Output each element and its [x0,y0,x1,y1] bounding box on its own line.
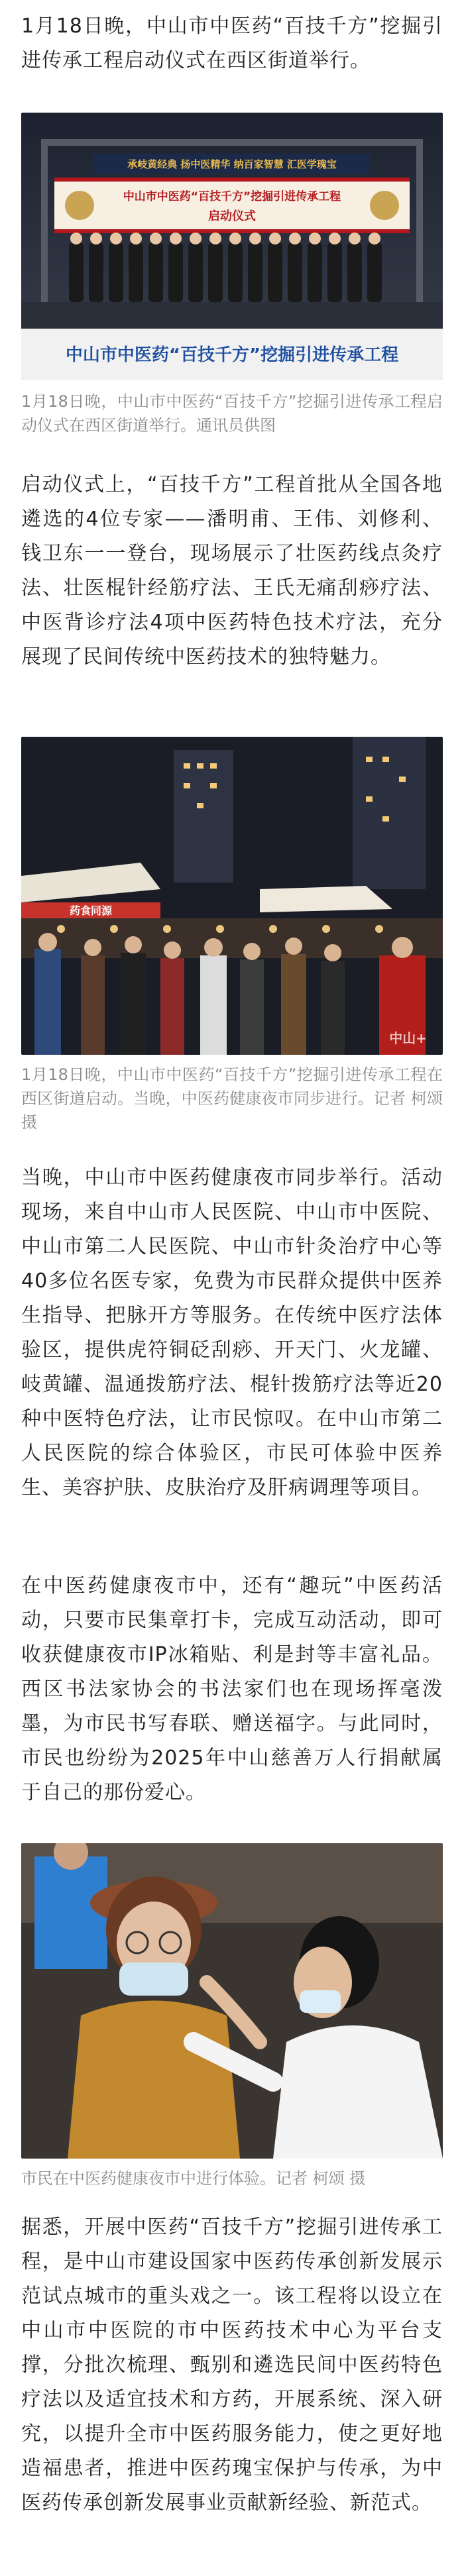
bottom-banner-text: 中山市中医药“百技千方”挖掘引进传承工程 [65,345,399,365]
stage-title-text: 中山市中医药“百技千方”挖掘引进传承工程 [123,190,341,203]
watermark-text: 中山+ [389,1030,427,1046]
paragraph-intro: 1月18日晚，中山市中医药“百技千方”挖掘引进传承工程启动仪式在西区街道举行。 [21,15,443,72]
caption-launch-ceremony: 1月18日晚，中山市中医药“百技千方”挖掘引进传承工程启动仪式在西区街道举行。通讯员供图 [21,392,443,435]
tent-sign-text: 药食同源 [69,904,113,917]
top-banner-text: 承岐黄经典 扬中医精华 纳百家智慧 汇医学瑰宝 [127,158,337,170]
photo-launch-ceremony [21,113,443,380]
caption-resident-experience: 市民在中医药健康夜市中进行体验。记者 柯颂 摄 [21,2169,366,2188]
paragraph-background: 据悉，开展中医药“百技千方”挖掘引进传承工程，是中山市建设国家中医药传承创新发展示范试点城市的重头戏之一。该工程将以设立在中山市中医院的市中医药技术中心为平台支撑，分批次梳理、甄别和遴选民间中医药特色疗法以及适宜技术和方药，开展系统、深入研究，以提升全市中医药服务能力，使之更好地造福患者，推进中医药瑰宝保护与传承，为中医药传承创新发展事业贡献新经验、新范式。 [21,2216,443,2514]
night-market-illustration [21,737,443,1055]
ceremony-illustration [21,113,443,380]
photo-night-market [21,737,443,1055]
stage-subtitle-text: 启动仪式 [208,209,256,223]
paragraph-experts: 启动仪式上，“百技千方”工程首批从全国各地遴选的4位专家——潘明甫、王伟、刘修利、钱卫东一一登台，现场展示了壮医药线点灸疗法、壮医棍针经筋疗法、王氏无痛刮痧疗法、中医背诊疗法4项中医药特色技术疗法，充分展现了民间传统中医药技术的独特魅力。 [21,473,443,669]
caption-night-market: 1月18日晚，中山市中医药“百技千方”挖掘引进传承工程在西区街道启动。当晚，中医药健康夜市同步进行。记者 柯颂 摄 [21,1065,443,1132]
paragraph-night-market: 当晚，中山市中医药健康夜市同步举行。活动现场，来自中山市人民医院、中山市中医院、中山市第二人民医院、中山市针灸治疗中心等40多位名医专家，免费为市民群众提供中医养生指导、把脉开方等服务。在传统中医疗法体验区，提供虎符铜砭刮痧、开天门、火龙罐、岐黄罐、温通拨筋疗法、棍针拨筋疗法等近20种中医特色疗法，让市民惊叹。在中山市第二人民医院的综合体验区，市民可体验中医养生、美容护肤、皮肤治疗及肝病调理等项目。 [21,1166,443,1499]
resident-experience-illustration [21,1843,443,2159]
photo-resident-experience [21,1843,443,2159]
paragraph-activities: 在中医药健康夜市中，还有“趣玩”中医药活动，只要市民集章打卡，完成互动活动，即可收获健康夜市IP冰箱贴、利是封等丰富礼品。西区书法家协会的书法家们也在现场挥毫泼墨，为市民书写春联、赠送福字。与此同时，市民也纷纷为2025年中山慈善万人行捐献属于自己的那份爱心。 [21,1574,443,1804]
